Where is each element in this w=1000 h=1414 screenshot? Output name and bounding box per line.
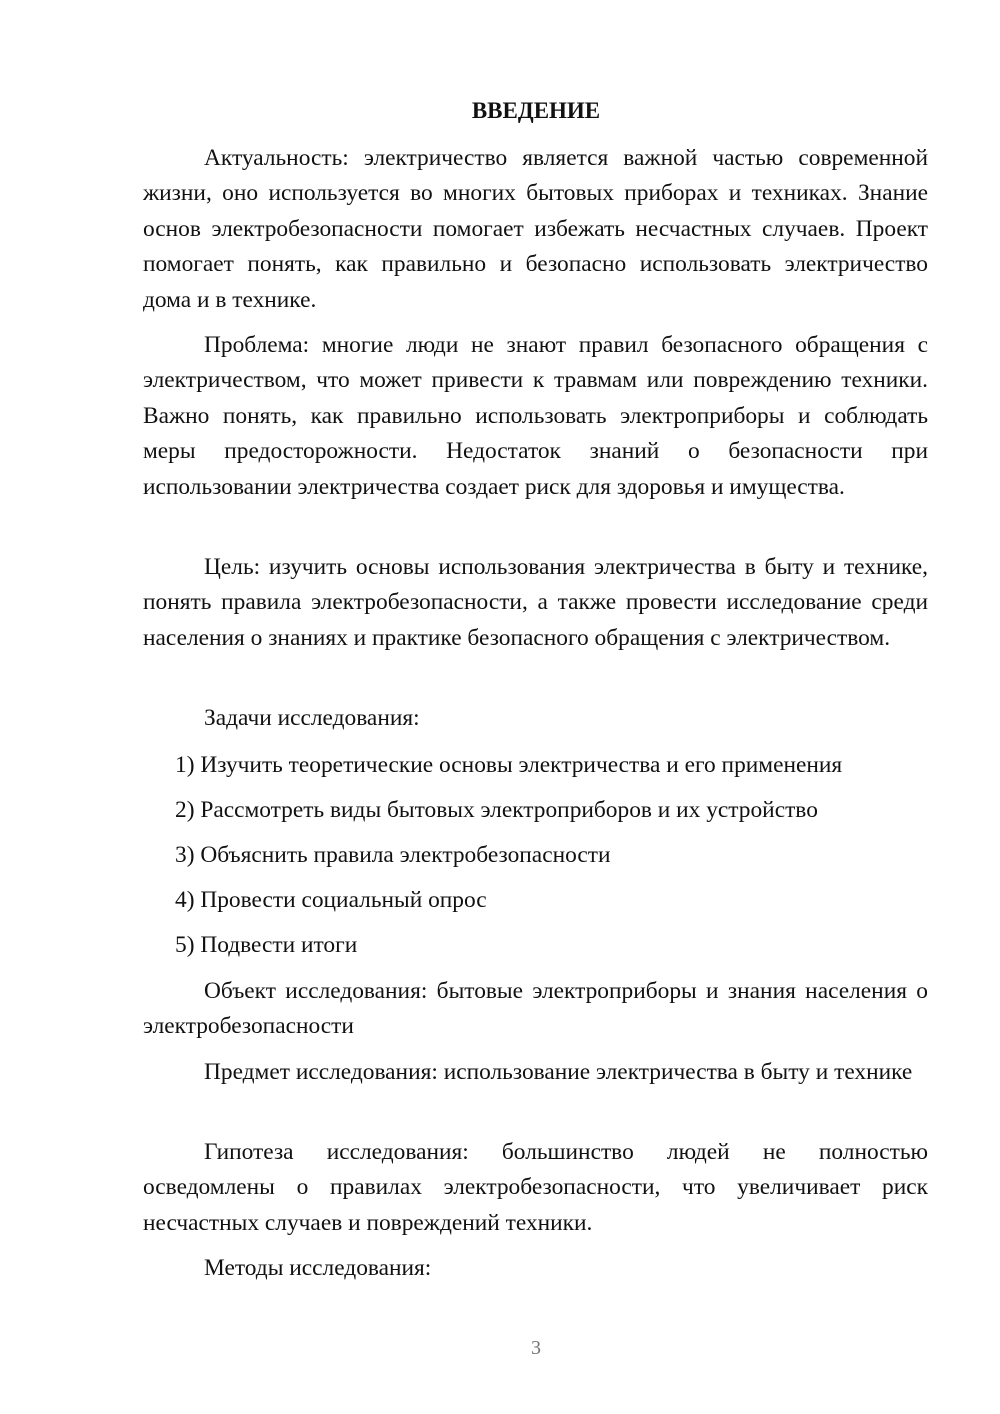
paragraph-hypothesis: Гипотеза исследования: большинство людей не полностью осведомлены о правилах электробезопасности, что увеличивает риск несчастных случаев и повреждений техники. — [143, 1139, 928, 1236]
paragraph-relevance: Актуальность: электричество является важной частью современной жизни, оно используется во многих бытовых приборах и техниках. Знание основ электробезопасности помогает избежать несчастных случаев. Проект помогает понять, как правильно и безопасно использовать электричество дома и в технике. — [143, 145, 928, 313]
section-title: ВВЕДЕНИЕ — [471, 98, 601, 123]
paragraph-subject: Предмет исследования: использование электричества в быту и технике — [204, 1059, 913, 1085]
paragraph-object: Объект исследования: бытовые электроприборы и знания населения о электробезопасности — [143, 978, 928, 1040]
page-number: 3 — [531, 1337, 541, 1359]
task-item-5: 5) Подвести итоги — [175, 932, 358, 958]
task-item-1: 1) Изучить теоретические основы электричества и его применения — [175, 752, 843, 778]
task-item-2: 2) Рассмотреть виды бытовых электроприборов и их устройство — [175, 797, 818, 823]
task-item-4: 4) Провести социальный опрос — [175, 887, 487, 913]
methods-heading: Методы исследования: — [204, 1255, 432, 1281]
paragraph-problem: Проблема: многие люди не знают правил безопасного обращения с электричеством, что может привести к травмам или повреждению техники. Важно понять, как правильно использовать электроприборы и соблюдать меры предосторожности. Недостаток знаний о безопасности при использовании электричества создает риск для здоровья и имущества. — [143, 332, 928, 500]
task-item-3: 3) Объяснить правила электробезопасности — [175, 842, 611, 868]
paragraph-goal: Цель: изучить основы использования электричества в быту и технике, понять правила электробезопасности, а также провести исследование среди населения о знаниях и практике безопасного обращения с электричеством. — [143, 554, 928, 651]
tasks-heading: Задачи исследования: — [204, 705, 420, 731]
